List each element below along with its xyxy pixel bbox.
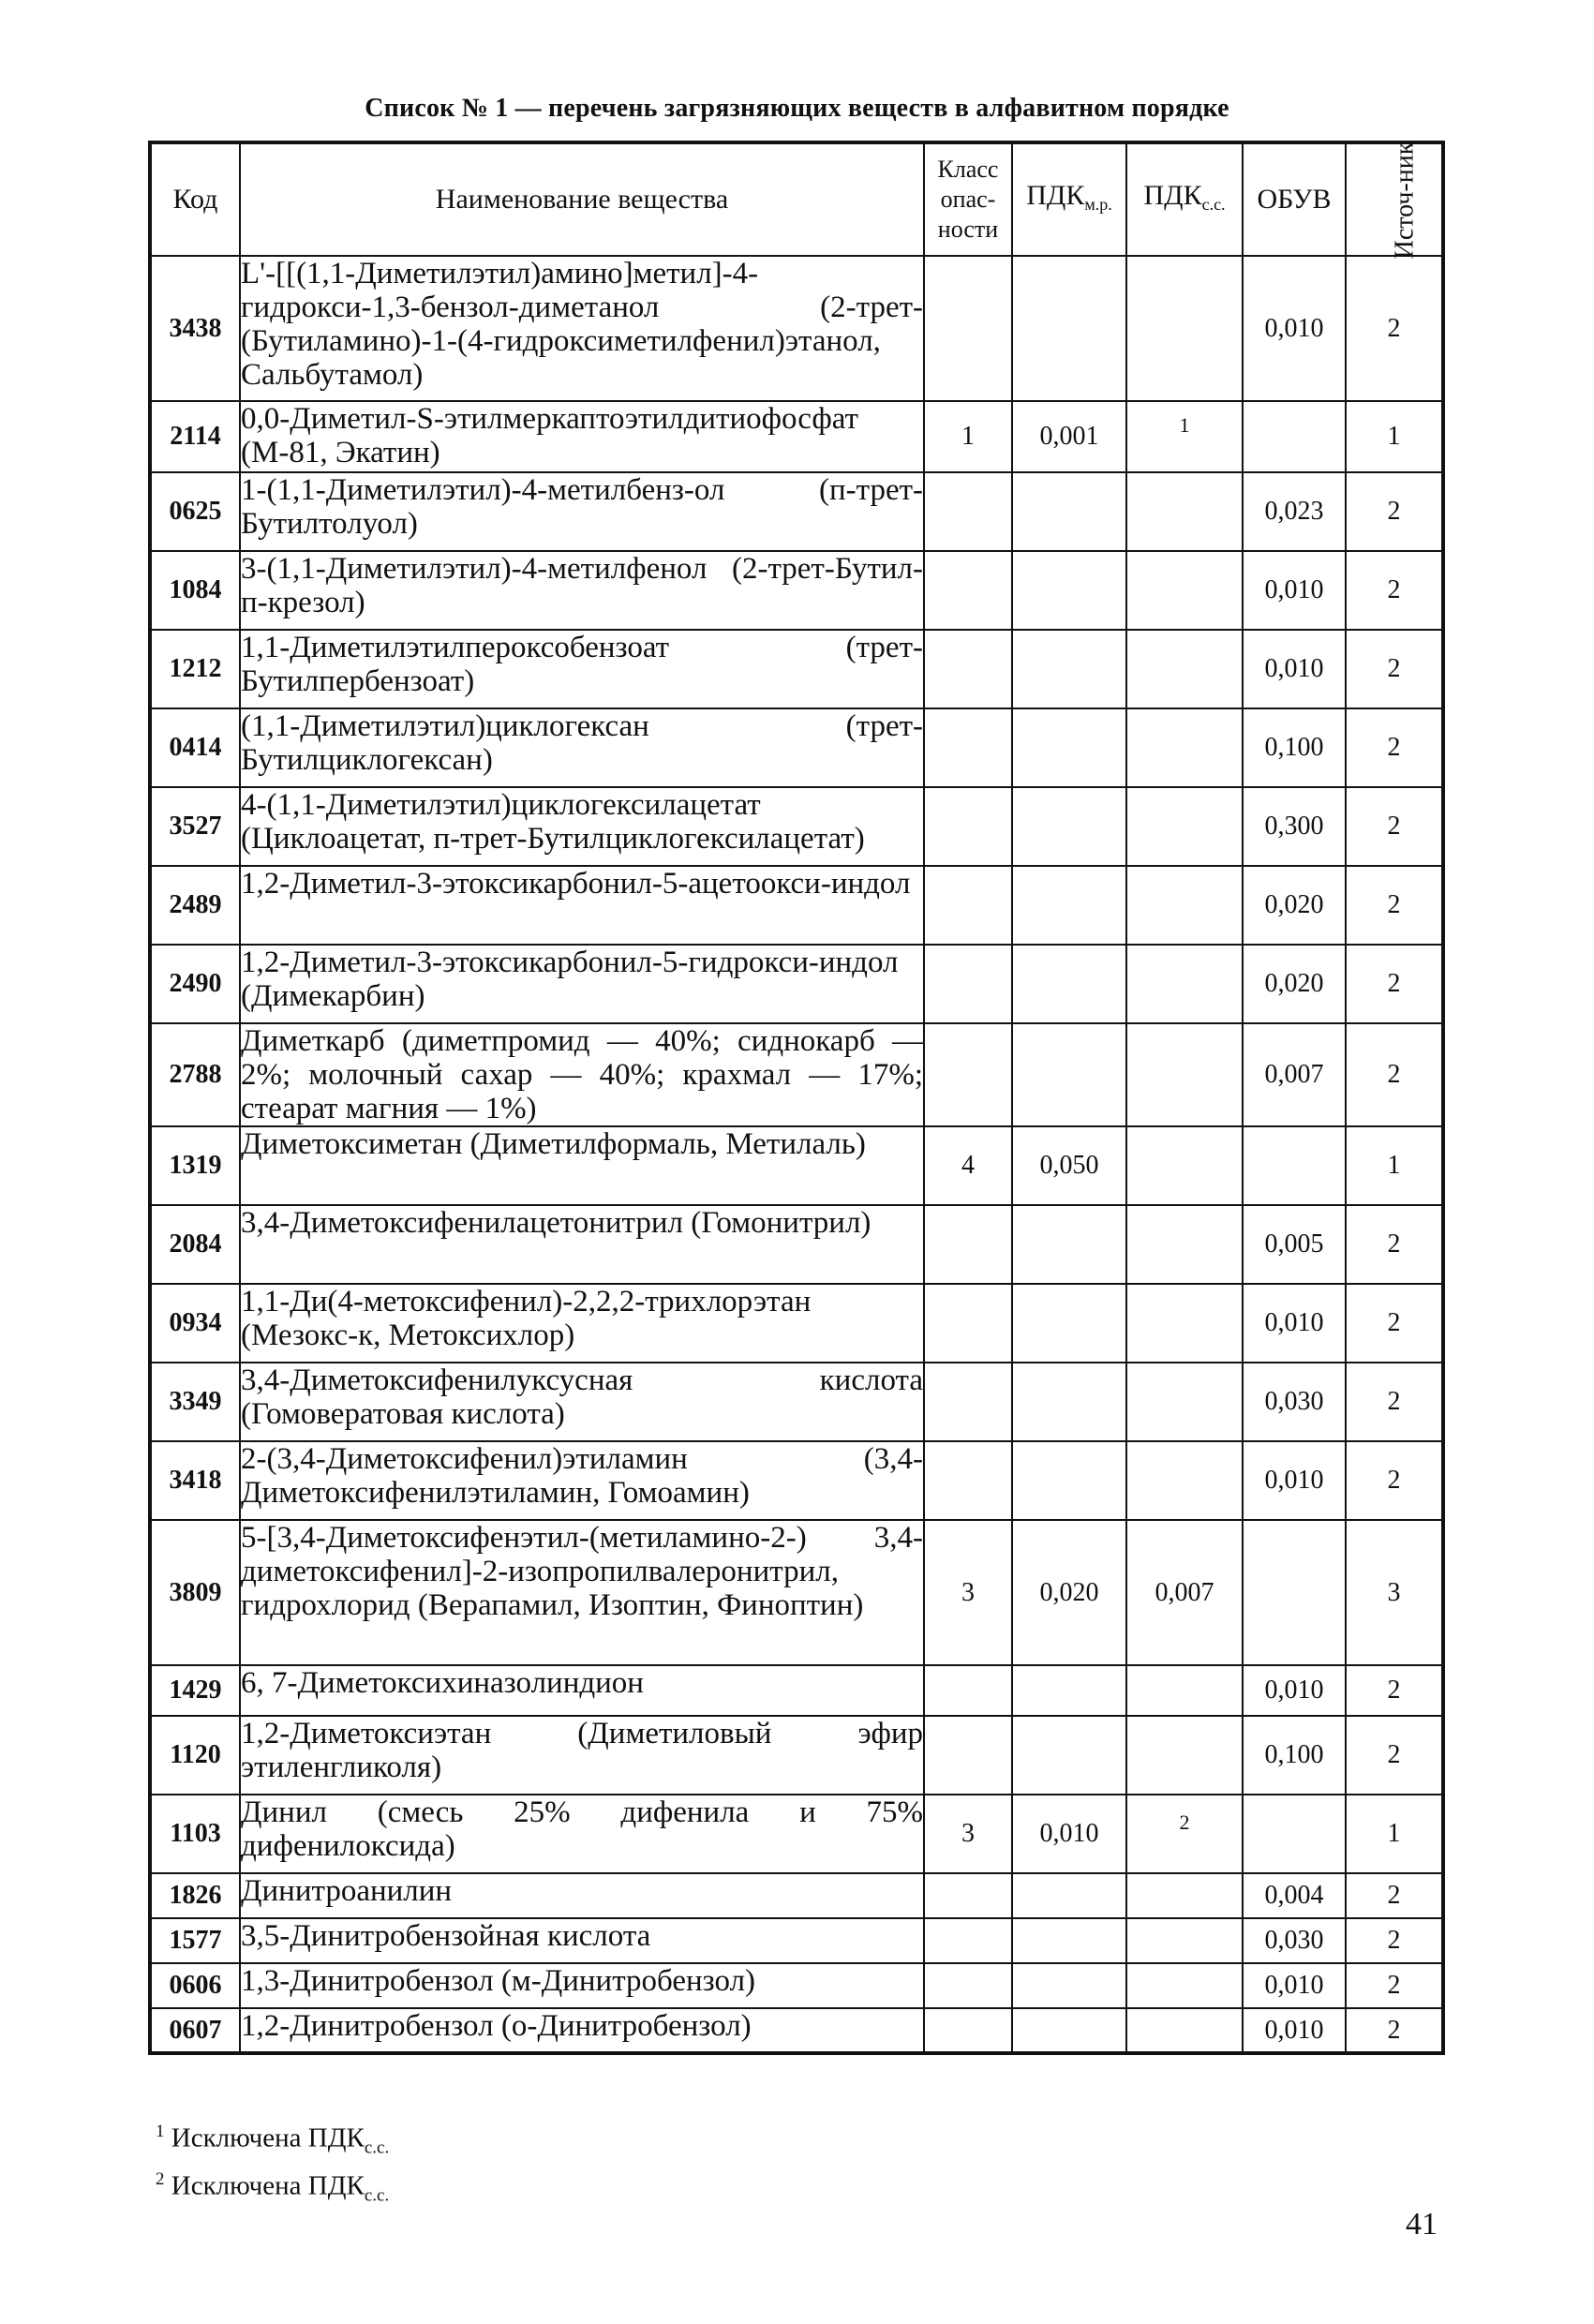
obuv-value: 0,030 xyxy=(1243,1363,1346,1441)
pdk-mr-value xyxy=(1012,630,1126,708)
source-value: 3 xyxy=(1346,1520,1443,1665)
table-row xyxy=(150,1795,1443,1873)
pdk-mr-value: 0,020 xyxy=(1012,1520,1126,1665)
substance-name: 1,2-Диметил-3-этоксикарбонил-5-гидрокси-индол (Димекарбин) xyxy=(240,945,924,1023)
substance-code: 1429 xyxy=(150,1665,240,1716)
pdk-ss-value xyxy=(1126,787,1243,866)
table-row xyxy=(150,472,1443,551)
header-pdk-ss xyxy=(1126,142,1243,256)
source-value: 2 xyxy=(1346,630,1443,708)
pdk-ss-value xyxy=(1126,866,1243,945)
table-row xyxy=(150,551,1443,630)
obuv-value: 0,010 xyxy=(1243,551,1346,630)
substance-code: 2490 xyxy=(150,945,240,1023)
hazard-class xyxy=(924,787,1012,866)
substance-name: 1,2-Диметоксиэтан (Диметиловый эфир этиленгликоля) xyxy=(240,1716,924,1795)
source-value: 2 xyxy=(1346,708,1443,787)
hazard-class xyxy=(924,1716,1012,1795)
footnotes xyxy=(156,2116,389,2212)
header-source xyxy=(1346,142,1443,260)
pdk-mr-value xyxy=(1012,1205,1126,1284)
pdk-mr-value xyxy=(1012,1918,1126,1963)
hazard-class xyxy=(924,708,1012,787)
substance-code: 0607 xyxy=(150,2008,240,2053)
substances-table-wrapper xyxy=(148,141,1441,2055)
pdk-mr-value xyxy=(1012,1284,1126,1363)
pdk-ss-value xyxy=(1126,1873,1243,1918)
pdk-ss-value: 0,007 xyxy=(1126,1520,1243,1665)
hazard-class xyxy=(924,256,1012,401)
substance-code: 0606 xyxy=(150,1963,240,2008)
substance-name: 3,4-Диметоксифенилуксусная кислота (Гомовератовая кислота) xyxy=(240,1363,924,1441)
substance-code: 1826 xyxy=(150,1873,240,1918)
substance-code: 1103 xyxy=(150,1795,240,1873)
pdk-ss-value xyxy=(1126,1023,1243,1126)
pdk-mr-value xyxy=(1012,1873,1126,1918)
pdk-ss-footnote-mark: 1 xyxy=(1179,413,1190,437)
header-code: Код xyxy=(150,142,240,256)
substance-code: 1120 xyxy=(150,1716,240,1795)
obuv-value: 0,004 xyxy=(1243,1873,1346,1918)
pdk-ss-value xyxy=(1126,1963,1243,2008)
source-value: 2 xyxy=(1346,551,1443,630)
substance-name: 6, 7-Диметоксихиназолиндион xyxy=(240,1665,924,1716)
obuv-value: 0,100 xyxy=(1243,1716,1346,1795)
substance-code: 2084 xyxy=(150,1205,240,1284)
pdk-mr-value: 0,010 xyxy=(1012,1795,1126,1873)
source-value: 2 xyxy=(1346,945,1443,1023)
obuv-value xyxy=(1243,1795,1346,1873)
obuv-value: 0,010 xyxy=(1243,630,1346,708)
pdk-ss-value xyxy=(1126,256,1243,401)
pdk-ss-value xyxy=(1126,1716,1243,1795)
pdk-mr-value xyxy=(1012,1441,1126,1520)
hazard-class: 3 xyxy=(924,1520,1012,1665)
pdk-mr-value xyxy=(1012,2008,1126,2053)
source-value: 2 xyxy=(1346,472,1443,551)
source-value: 1 xyxy=(1346,401,1443,472)
substance-code: 1319 xyxy=(150,1126,240,1205)
substance-name: 1,3-Динитробензол (м-Динитробензол) xyxy=(240,1963,924,2008)
footnote-2 xyxy=(156,2164,389,2212)
obuv-value: 0,300 xyxy=(1243,787,1346,866)
table-row xyxy=(150,1126,1443,1205)
table-row xyxy=(150,1520,1443,1665)
table-row xyxy=(150,2008,1443,2053)
obuv-value xyxy=(1243,401,1346,472)
hazard-class xyxy=(924,1873,1012,1918)
substance-name: 3,5-Динитробензойная кислота xyxy=(240,1918,924,1963)
header-hazard-class-line1: Класс xyxy=(937,156,999,183)
pdk-ss-value xyxy=(1126,2008,1243,2053)
substance-name: 1,1-Диметилэтилпероксобензоат (трет-Бутилпербензоат) xyxy=(240,630,924,708)
substance-name: Динитроанилин xyxy=(240,1873,924,1918)
obuv-value: 0,020 xyxy=(1243,945,1346,1023)
hazard-class xyxy=(924,1665,1012,1716)
pdk-mr-value xyxy=(1012,866,1126,945)
pdk-ss-value xyxy=(1126,401,1243,472)
source-value: 2 xyxy=(1346,256,1443,401)
source-value: 2 xyxy=(1346,1205,1443,1284)
substance-name: Диметоксиметан (Диметилформаль, Метилаль) xyxy=(240,1126,924,1205)
substance-code: 0934 xyxy=(150,1284,240,1363)
hazard-class xyxy=(924,1023,1012,1126)
obuv-value: 0,010 xyxy=(1243,1963,1346,2008)
substance-code: 1084 xyxy=(150,551,240,630)
table-row xyxy=(150,256,1443,401)
pdk-mr-value xyxy=(1012,1023,1126,1126)
substance-code: 3809 xyxy=(150,1520,240,1665)
footnote-2-mark: 2 xyxy=(156,2169,165,2190)
substance-name: Динил (смесь 25% дифенила и 75% дифенилоксида) xyxy=(240,1795,924,1873)
hazard-class xyxy=(924,1205,1012,1284)
hazard-class xyxy=(924,551,1012,630)
obuv-value: 0,010 xyxy=(1243,1284,1346,1363)
obuv-value: 0,100 xyxy=(1243,708,1346,787)
pdk-mr-value xyxy=(1012,256,1126,401)
substance-name: 1,1-Ди(4-метоксифенил)-2,2,2-трихлорэтан (Мезокс-к, Метоксихлор) xyxy=(240,1284,924,1363)
table-row xyxy=(150,401,1443,472)
table-row xyxy=(150,1716,1443,1795)
pdk-mr-value: 0,050 xyxy=(1012,1126,1126,1205)
pdk-mr-value xyxy=(1012,708,1126,787)
source-value: 2 xyxy=(1346,1441,1443,1520)
substance-name: 3,4-Диметоксифенилацетонитрил (Гомонитрил) xyxy=(240,1205,924,1284)
header-pdk-mr-label: ПДК xyxy=(1026,179,1085,211)
table-row xyxy=(150,708,1443,787)
pdk-ss-value xyxy=(1126,1918,1243,1963)
header-pdk-ss-sub: с.с. xyxy=(1201,194,1226,214)
source-value: 2 xyxy=(1346,2008,1443,2053)
source-value: 1 xyxy=(1346,1126,1443,1205)
header-pdk-ss-label: ПДК xyxy=(1143,179,1202,211)
obuv-value xyxy=(1243,1520,1346,1665)
footnote-1-text: Исключена ПДК xyxy=(171,2123,365,2153)
source-value: 2 xyxy=(1346,1873,1443,1918)
source-value: 2 xyxy=(1346,1363,1443,1441)
pdk-ss-value xyxy=(1126,708,1243,787)
substance-code: 3438 xyxy=(150,256,240,401)
hazard-class xyxy=(924,1284,1012,1363)
obuv-value: 0,010 xyxy=(1243,256,1346,401)
source-value: 2 xyxy=(1346,1023,1443,1126)
source-value: 2 xyxy=(1346,1716,1443,1795)
hazard-class xyxy=(924,945,1012,1023)
hazard-class xyxy=(924,1441,1012,1520)
pdk-ss-value xyxy=(1126,1665,1243,1716)
source-value: 2 xyxy=(1346,1963,1443,2008)
substance-name: 1,2-Диметил-3-этоксикарбонил-5-ацетоокси-индол xyxy=(240,866,924,945)
hazard-class xyxy=(924,1963,1012,2008)
hazard-class: 1 xyxy=(924,401,1012,472)
header-hazard-class-line3: ности xyxy=(937,216,999,243)
footnote-1-mark: 1 xyxy=(156,2122,165,2141)
pdk-ss-value xyxy=(1126,1363,1243,1441)
pdk-mr-value xyxy=(1012,1363,1126,1441)
table-row xyxy=(150,1363,1443,1441)
pdk-mr-value xyxy=(1012,787,1126,866)
header-hazard-class xyxy=(924,142,1012,256)
pdk-mr-value: 0,001 xyxy=(1012,401,1126,472)
table-row xyxy=(150,1023,1443,1126)
obuv-value: 0,010 xyxy=(1243,1441,1346,1520)
table-row xyxy=(150,1284,1443,1363)
pdk-ss-footnote-mark: 2 xyxy=(1179,1810,1190,1834)
substance-name: 5-[3,4-Диметоксифенэтил-(метиламино-2-) 3,4-диметоксифенил]-2-изопропилвалеронитрил, гидрохлорид (Верапамил, Изоптин, Финоптин) xyxy=(240,1520,924,1665)
header-source-label: Источ-ник xyxy=(1390,142,1420,260)
hazard-class xyxy=(924,630,1012,708)
page-number: 41 xyxy=(1406,2207,1438,2242)
pdk-ss-value xyxy=(1126,1441,1243,1520)
table-row xyxy=(150,1918,1443,1963)
pdk-mr-value xyxy=(1012,472,1126,551)
table-row xyxy=(150,1963,1443,2008)
obuv-value xyxy=(1243,1126,1346,1205)
pdk-ss-value xyxy=(1126,1795,1243,1873)
table-row xyxy=(150,630,1443,708)
hazard-class xyxy=(924,1918,1012,1963)
obuv-value: 0,020 xyxy=(1243,866,1346,945)
obuv-value: 0,007 xyxy=(1243,1023,1346,1126)
substance-code: 3418 xyxy=(150,1441,240,1520)
substance-name: 3-(1,1-Диметилэтил)-4-метилфенол (2-трет-Бутил-п-крезол) xyxy=(240,551,924,630)
footnote-1-sub: с.с. xyxy=(364,2138,390,2158)
substance-code: 0625 xyxy=(150,472,240,551)
pdk-ss-value xyxy=(1126,1205,1243,1284)
source-value: 2 xyxy=(1346,1665,1443,1716)
pdk-mr-value xyxy=(1012,1963,1126,2008)
substance-name: 1,2-Динитробензол (о-Динитробензол) xyxy=(240,2008,924,2053)
substance-name: (1,1-Диметилэтил)циклогексан (трет-Бутилциклогексан) xyxy=(240,708,924,787)
pdk-ss-value xyxy=(1126,1126,1243,1205)
pdk-ss-value xyxy=(1126,630,1243,708)
hazard-class xyxy=(924,2008,1012,2053)
substance-name: 1-(1,1-Диметилэтил)-4-метилбенз-ол (п-трет-Бутилтолуол) xyxy=(240,472,924,551)
substances-table xyxy=(148,141,1445,2055)
source-value: 1 xyxy=(1346,1795,1443,1873)
pdk-ss-value xyxy=(1126,551,1243,630)
pdk-mr-value xyxy=(1012,945,1126,1023)
header-name: Наименование вещества xyxy=(240,142,924,256)
pdk-mr-value xyxy=(1012,1665,1126,1716)
source-value: 2 xyxy=(1346,787,1443,866)
substance-code: 3349 xyxy=(150,1363,240,1441)
substance-code: 2788 xyxy=(150,1023,240,1126)
table-row xyxy=(150,1441,1443,1520)
hazard-class xyxy=(924,472,1012,551)
hazard-class xyxy=(924,1363,1012,1441)
obuv-value: 0,005 xyxy=(1243,1205,1346,1284)
pdk-mr-value xyxy=(1012,1716,1126,1795)
table-row xyxy=(150,787,1443,866)
header-pdk-mr-sub: м.р. xyxy=(1084,194,1112,214)
table-header-row xyxy=(150,142,1443,256)
substance-code: 3527 xyxy=(150,787,240,866)
substance-code: 2489 xyxy=(150,866,240,945)
table-row xyxy=(150,1665,1443,1716)
substance-name: 0,0-Диметил-S-этилмеркаптоэтилдитиофосфат (М-81, Экатин) xyxy=(240,401,924,472)
substance-name: 4-(1,1-Диметилэтил)циклогексилацетат (Циклоацетат, п-трет-Бутилциклогексилацетат) xyxy=(240,787,924,866)
pdk-ss-value xyxy=(1126,472,1243,551)
substance-code: 1212 xyxy=(150,630,240,708)
pdk-mr-value xyxy=(1012,551,1126,630)
table-body xyxy=(150,256,1443,2053)
footnote-1 xyxy=(156,2116,389,2164)
header-hazard-class-line2: опас- xyxy=(940,186,996,213)
page-title: Список № 1 — перечень загрязняющих веществ в алфавитном порядке xyxy=(365,94,1229,123)
hazard-class xyxy=(924,866,1012,945)
pdk-ss-value xyxy=(1126,1284,1243,1363)
obuv-value: 0,010 xyxy=(1243,1665,1346,1716)
substance-name: 2-(3,4-Диметоксифенил)этиламин (3,4-Диметоксифенилэтиламин, Гомоамин) xyxy=(240,1441,924,1520)
table-row xyxy=(150,1205,1443,1284)
table-row xyxy=(150,1873,1443,1918)
table-row xyxy=(150,866,1443,945)
footnote-2-text: Исключена ПДК xyxy=(171,2171,365,2202)
pdk-ss-value xyxy=(1126,945,1243,1023)
substance-code: 1577 xyxy=(150,1918,240,1963)
obuv-value: 0,030 xyxy=(1243,1918,1346,1963)
hazard-class: 3 xyxy=(924,1795,1012,1873)
footnote-2-sub: с.с. xyxy=(364,2185,390,2206)
header-pdk-mr xyxy=(1012,142,1126,256)
obuv-value: 0,023 xyxy=(1243,472,1346,551)
substance-name: Диметкарб (диметпромид — 40%; сиднокарб — 2%; молочный сахар — 40%; крахмал — 17%; стеарат магния — 1%) xyxy=(241,1024,923,1125)
table-row xyxy=(150,945,1443,1023)
obuv-value: 0,010 xyxy=(1243,2008,1346,2053)
substance-code: 0414 xyxy=(150,708,240,787)
source-value: 2 xyxy=(1346,866,1443,945)
header-obuv: ОБУВ xyxy=(1243,142,1346,256)
source-value: 2 xyxy=(1346,1918,1443,1963)
source-value: 2 xyxy=(1346,1284,1443,1363)
substance-code: 2114 xyxy=(150,401,240,472)
hazard-class: 4 xyxy=(924,1126,1012,1205)
substance-name: L'-[[(1,1-Диметилэтил)амино]метил]-4-гидрокси-1,3-бензол-диметанол (2-трет-(Бутиламино)-1-(4-гидроксиметилфенил)этанол, Сальбутамол) xyxy=(240,256,924,401)
